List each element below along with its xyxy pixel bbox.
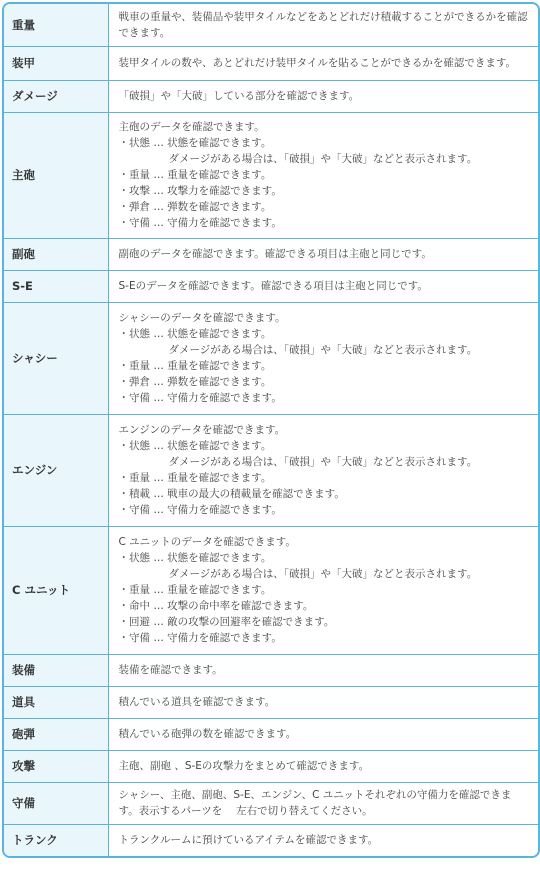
table-row	[4, 526, 538, 654]
description-line: 装備を確認できます。	[118, 664, 223, 676]
description-line: C ユニットのデータを確認できます。	[118, 536, 296, 548]
table-row	[4, 718, 538, 750]
description-line: ダメージがある場合は、「破損」や「大破」などと表示されます。	[168, 568, 478, 580]
row-description	[108, 686, 538, 718]
table-row	[4, 112, 538, 238]
table-row	[4, 80, 538, 112]
row-label: 装備	[4, 654, 108, 686]
table-row	[4, 238, 538, 270]
description-line: ダメージがある場合は、「破損」や「大破」などと表示されます。	[168, 456, 478, 468]
table-row	[4, 414, 538, 526]
row-label: S-E	[4, 270, 108, 302]
row-label: C ユニット	[4, 526, 108, 654]
row-label: 砲弾	[4, 718, 108, 750]
row-label: 装甲	[4, 46, 108, 80]
description-line: 戦車の重量や、装備品や装甲タイルなどをあとどれだけ積載することができるかを確認できます。	[118, 10, 528, 39]
description-line: ・重量 … 重量を確認できます。	[118, 584, 272, 596]
row-label: 攻撃	[4, 750, 108, 782]
description-line: ・守備 … 守備力を確認できます。	[118, 632, 282, 644]
row-label: シャシー	[4, 302, 108, 414]
description-line: トランクルームに預けているアイテムを確認できます。	[118, 834, 379, 847]
description-line: ダメージがある場合は、「破損」や「大破」などと表示されます。	[168, 153, 478, 165]
row-description	[108, 270, 538, 302]
row-label: トランク	[4, 824, 108, 856]
description-line: ・守備 … 守備力を確認できます。	[118, 504, 282, 516]
description-line: 積んでいる砲弾の数を確認できます。	[118, 728, 297, 740]
row-description	[108, 414, 538, 526]
row-label: エンジン	[4, 414, 108, 526]
table-row	[4, 824, 538, 856]
row-description	[108, 526, 538, 654]
description-line: シャシーのデータを確認できます。	[118, 312, 286, 324]
row-description	[108, 4, 538, 46]
description-line: ・弾倉 … 弾数を確認できます。	[118, 201, 272, 213]
description-line: ・積載 … 戦車の最大の積載量を確認できます。	[118, 488, 345, 500]
description-line: ・守備 … 守備力を確認できます。	[118, 392, 282, 404]
description-line: ・回避 … 敵の攻撃の回避率を確認できます。	[118, 616, 335, 628]
row-label: 道具	[4, 686, 108, 718]
description-line: ・攻撃 … 攻撃力を確認できます。	[118, 185, 282, 197]
description-line: 主砲のデータを確認できます。	[118, 121, 265, 133]
description-line: ダメージがある場合は、「破損」や「大破」などと表示されます。	[168, 344, 478, 356]
row-description	[108, 782, 538, 824]
row-description	[108, 80, 538, 112]
row-description	[108, 302, 538, 414]
row-label: 重量	[4, 4, 108, 46]
row-description	[108, 654, 538, 686]
row-label: 守備	[4, 782, 108, 824]
description-line: 主砲、副砲 、S-Eの攻撃力をまとめて確認できます。	[118, 760, 370, 772]
description-line: エンジンのデータを確認できます。	[118, 424, 286, 436]
description-line: ・状態 … 状態を確認できます。	[118, 552, 272, 564]
description-line: ・弾倉 … 弾数を確認できます。	[118, 376, 272, 388]
description-line: シャシー、主砲、副砲、S-E、エンジン、C ユニットそれぞれの守備力を確認できます。表示するパーツを 左右で切り替えてください。	[118, 789, 512, 817]
description-line: ・状態 … 状態を確認できます。	[118, 328, 272, 340]
table-row	[4, 270, 538, 302]
description-line: S-Eのデータを確認できます。確認できる項目は主砲と同じです。	[118, 280, 428, 292]
description-line: ・重量 … 重量を確認できます。	[118, 472, 272, 484]
description-line: ・重量 … 重量を確認できます。	[118, 360, 272, 372]
info-table-frame	[2, 2, 540, 858]
description-line: 副砲のデータを確認できます。確認できる項目は主砲と同じです。	[118, 248, 432, 260]
row-description	[108, 750, 538, 782]
description-line: ・命中 … 攻撃の命中率を確認できます。	[118, 600, 314, 612]
row-description	[108, 112, 538, 238]
row-label: ダメージ	[4, 80, 108, 112]
row-label: 主砲	[4, 112, 108, 238]
table-row	[4, 782, 538, 824]
table-row	[4, 750, 538, 782]
description-line: ・守備 … 守備力を確認できます。	[118, 217, 282, 229]
table-row	[4, 302, 538, 414]
info-table	[4, 4, 538, 856]
table-row	[4, 4, 538, 46]
description-line: ・状態 … 状態を確認できます。	[118, 137, 272, 149]
description-line: ・状態 … 状態を確認できます。	[118, 440, 272, 452]
table-row	[4, 46, 538, 80]
description-line: 「破損」や「大破」している部分を確認できます。	[118, 90, 360, 102]
row-description	[108, 824, 538, 856]
row-description	[108, 238, 538, 270]
description-line: ・重量 … 重量を確認できます。	[118, 169, 272, 181]
table-row	[4, 686, 538, 718]
table-row	[4, 654, 538, 686]
row-description	[108, 46, 538, 80]
description-line: 積んでいる道具を確認できます。	[118, 696, 276, 708]
row-description	[108, 718, 538, 750]
description-line: 装甲タイルの数や、あとどれだけ装甲タイルを貼ることができるかを確認できます。	[118, 57, 517, 69]
row-label: 副砲	[4, 238, 108, 270]
